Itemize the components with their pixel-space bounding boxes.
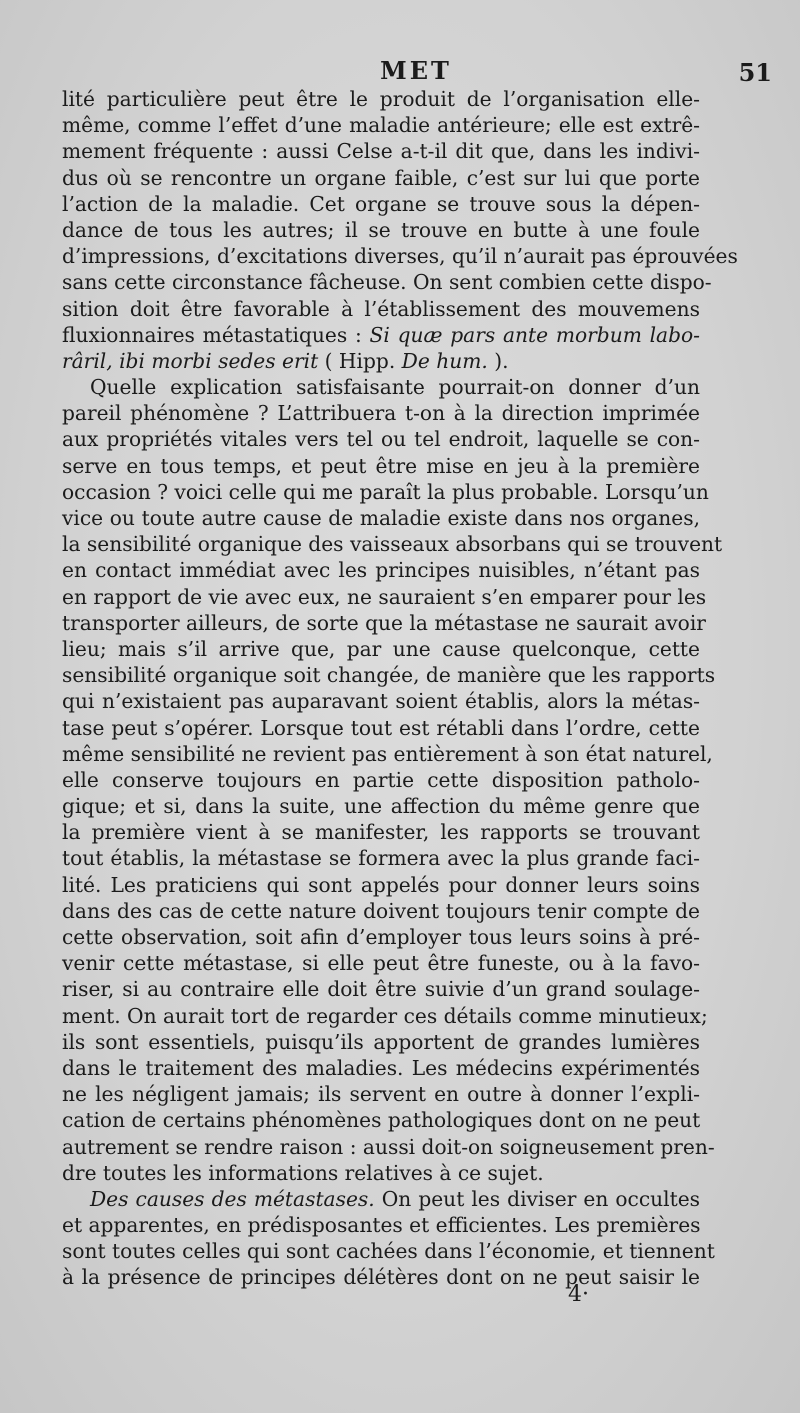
- text-segment: elle conserve toujours en partie cette disposition patholo-: [62, 767, 700, 792]
- text-line: [62, 531, 723, 557]
- text-line: [62, 950, 700, 976]
- italic-segment: Des causes des métastases.: [90, 1186, 375, 1211]
- text-line: [62, 1081, 700, 1107]
- text-line: [62, 505, 700, 531]
- text-segment: sition doit être favorable à l’établissement des mouvemens: [62, 296, 700, 321]
- text-segment: dans des cas de cette nature doivent toujours tenir compte de: [62, 898, 700, 923]
- text-segment: en rapport de vie avec eux, ne sauraient s’en emparer pour les: [62, 584, 707, 609]
- text-line: [62, 1160, 700, 1186]
- text-line: [62, 217, 700, 243]
- text-segment: et apparentes, en prédisposantes et efficientes. Les premières: [62, 1213, 701, 1238]
- text-line: [62, 584, 707, 610]
- page-number: 51: [738, 58, 772, 87]
- text-line: [62, 400, 700, 426]
- text-segment: serve en tous temps, et peut être mise en jeu à la première: [62, 453, 700, 478]
- text-segment: autrement se rendre raison : aussi doit-on soigneusement pren-: [62, 1134, 715, 1159]
- text-segment: même, comme l’effet d’une maladie antérieure; elle est extrê-: [62, 113, 700, 138]
- signature-mark: 4·: [568, 1282, 589, 1307]
- text-line: [62, 976, 700, 1002]
- text-line: [62, 374, 700, 400]
- text-segment: ).: [487, 348, 509, 373]
- text-segment: sont toutes celles qui sont cachées dans l’économie, et tiennent: [62, 1239, 715, 1264]
- text-segment: ils sont essentiels, puisqu’ils apportent de grandes lumières: [62, 1029, 700, 1054]
- text-segment: ( Hipp.: [318, 348, 402, 373]
- text-line: [62, 715, 700, 741]
- text-segment: cette observation, soit afin d’employer tous leurs soins à pré-: [62, 925, 700, 949]
- text-line: [62, 243, 738, 269]
- text-segment: fluxionnaires métastatiques :: [62, 322, 370, 347]
- text-segment: venir cette métastase, si elle peut être funeste, ou à la favo-: [62, 951, 700, 976]
- text-line: [62, 898, 700, 924]
- text-line: [62, 793, 700, 819]
- text-segment: ne les négligent jamais; ils servent en outre à donner l’expli-: [62, 1082, 700, 1107]
- text-segment: On peut les diviser en occultes: [374, 1186, 701, 1211]
- running-head: MET: [380, 56, 452, 85]
- text-line: [62, 138, 700, 164]
- text-segment: Quelle explication satisfaisante pourrait-on donner d’un: [90, 375, 700, 400]
- text-line: [62, 688, 700, 714]
- text-segment: occasion ? voici celle qui me paraît la plus probable. Lorsqu’un: [62, 479, 709, 504]
- text-segment: mement fréquente : aussi Celse a-t-il dit que, dans les indivi-: [62, 139, 700, 164]
- text-segment: sans cette circonstance fâcheuse. On sent combien cette dispo-: [62, 270, 712, 295]
- text-line: [62, 1055, 700, 1081]
- text-segment: dre toutes les informations relatives à ce sujet.: [62, 1160, 544, 1185]
- text-segment: lité. Les praticiens qui sont appelés pour donner leurs soins: [62, 872, 700, 897]
- text-line: [62, 1107, 700, 1133]
- text-line: [62, 269, 712, 295]
- text-line: [62, 1264, 700, 1290]
- text-segment: sensibilité organique soit changée, de manière que les rapports: [62, 663, 716, 688]
- text-segment: vice ou toute autre cause de maladie existe dans nos organes,: [62, 506, 700, 530]
- italic-segment: râril, ibi morbi sedes erit: [62, 348, 319, 373]
- text-segment: gique; et si, dans la suite, une affection du même genre que: [62, 794, 700, 819]
- text-line: [62, 86, 700, 112]
- body-text: [62, 86, 738, 1291]
- text-line: [62, 767, 700, 793]
- text-line: [62, 741, 713, 767]
- text-line: [62, 1186, 700, 1212]
- text-line: [62, 636, 700, 662]
- text-segment: en contact immédiat avec les principes nuisibles, n’étant pas: [62, 558, 700, 583]
- text-segment: tase peut s’opérer. Lorsque tout est rétabli dans l’ordre, cette: [62, 715, 700, 740]
- text-line: [62, 1238, 715, 1264]
- text-segment: transporter ailleurs, de sorte que la métastase ne saurait avoir: [62, 610, 706, 635]
- text-segment: lité particulière peut être le produit de l’organisation elle-: [62, 87, 700, 111]
- text-segment: ment. On aurait tort de regarder ces détails comme minutieux;: [62, 1003, 708, 1028]
- text-segment: dans le traitement des maladies. Les médecins expérimentés: [62, 1055, 700, 1080]
- text-line: [62, 322, 700, 348]
- text-line: [62, 112, 700, 138]
- text-line: [62, 1134, 715, 1160]
- text-segment: riser, si au contraire elle doit être suivie d’un grand soulage-: [62, 977, 700, 1002]
- page-header: [60, 56, 772, 88]
- text-line: [62, 924, 700, 950]
- text-segment: lieu; mais s’il arrive que, par une cause quelconque, cette: [62, 636, 700, 661]
- text-line: [62, 1029, 700, 1055]
- text-segment: cation de certains phénomènes pathologiques dont on ne peut: [62, 1108, 701, 1133]
- text-segment: la première vient à se manifester, les rapports se trouvant: [62, 820, 700, 845]
- text-line: [62, 479, 709, 505]
- text-line: [62, 845, 700, 871]
- text-line: [62, 1212, 700, 1238]
- text-segment: dus où se rencontre un organe faible, c’est sur lui que porte: [62, 165, 700, 190]
- text-line: [62, 165, 700, 191]
- italic-segment: De hum.: [401, 348, 488, 373]
- text-segment: d’impressions, d’excitations diverses, qu’il n’aurait pas éprouvées: [62, 244, 738, 269]
- text-segment: à la présence de principes délétères dont on ne peut saisir le: [62, 1265, 700, 1290]
- text-segment: aux propriétés vitales vers tel ou tel endroit, laquelle se con-: [62, 427, 700, 452]
- text-segment: qui n’existaient pas auparavant soient établis, alors la métas-: [62, 689, 700, 714]
- text-line: [62, 348, 700, 374]
- text-segment: pareil phénomène ? L’attribuera t-on à la direction imprimée: [62, 401, 700, 426]
- text-line: [62, 557, 700, 583]
- text-line: [62, 662, 716, 688]
- text-segment: la sensibilité organique des vaisseaux absorbans qui se trouvent: [62, 532, 723, 557]
- text-segment: dance de tous les autres; il se trouve en butte à une foule: [62, 217, 700, 242]
- italic-segment: Si quæ pars ante morbum labo-: [369, 322, 700, 347]
- text-line: [62, 610, 706, 636]
- text-segment: l’action de la maladie. Cet organe se trouve sous la dépen-: [62, 191, 700, 216]
- text-line: [62, 191, 700, 217]
- text-segment: même sensibilité ne revient pas entièrement à son état naturel,: [62, 741, 713, 766]
- text-line: [62, 296, 700, 322]
- text-line: [62, 426, 700, 452]
- text-line: [62, 453, 700, 479]
- text-segment: tout établis, la métastase se formera avec la plus grande faci-: [62, 846, 700, 871]
- text-line: [62, 1003, 708, 1029]
- text-line: [62, 872, 700, 898]
- text-line: [62, 819, 700, 845]
